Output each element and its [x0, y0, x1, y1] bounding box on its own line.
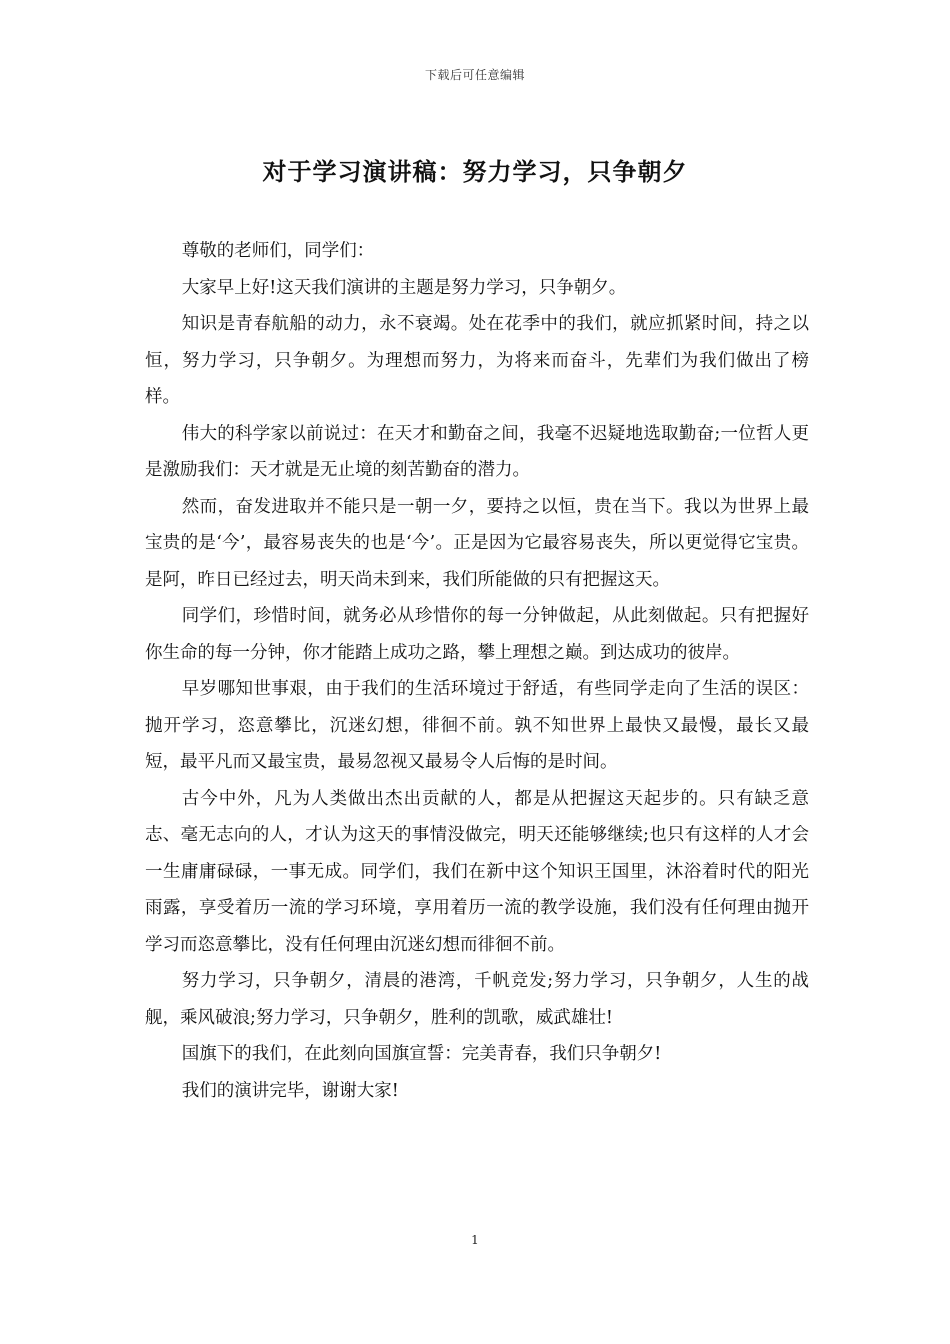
document-body [145, 233, 809, 1109]
paragraph: 早岁哪知世事艰，由于我们的生活环境过于舒适，有些同学走向了生活的误区：抛开学习，恣意攀比，沉迷幻想，徘徊不前。孰不知世界上最快又最慢，最长又最短，最平凡而又最宝贵，最易忽视又最易令人后悔的是时间。 [145, 679, 809, 772]
paragraph-closing: 我们的演讲完毕，谢谢大家! [181, 1080, 399, 1101]
paragraph: 国旗下的我们，在此刻向国旗宣誓：完美青春，我们只争朝夕! [181, 1044, 662, 1064]
paragraph: 努力学习，只争朝夕，清晨的港湾，千帆竞发;努力学习，只争朝夕，人生的战舰，乘风破浪;努力学习，只争朝夕，胜利的凯歌，威武雄壮! [145, 971, 809, 1028]
paragraph: 古今中外，凡为人类做出杰出贡献的人，都是从把握这天起步的。只有缺乏意志、毫无志向的人，才认为这天的事情没做完，明天还能够继续;也只有这样的人才会一生庸庸碌碌，一事无成。同学们，我们在新中这个知识王国里，沐浴着时代的阳光雨露，享受着历一流的学习环境，享用着历一流的教学设施，我们没有任何理由抛开学习而恣意攀比，没有任何理由沉迷幻想而徘徊不前。 [145, 788, 809, 955]
paragraph-greeting: 尊敬的老师们，同学们： [181, 241, 375, 261]
paragraph: 知识是青春航船的动力，永不衰竭。处在花季中的我们，就应抓紧时间，持之以恒，努力学习，只争朝夕。为理想而努力，为将来而奋斗，先辈们为我们做出了榜样。 [145, 314, 809, 407]
paragraph: 伟大的科学家以前说过：在天才和勤奋之间，我毫不迟疑地选取勤奋;一位哲人更是激励我们：天才就是无止境的刻苦勤奋的潜力。 [145, 423, 809, 480]
paragraph-opening: 大家早上好!这天我们演讲的主题是努力学习，只争朝夕。 [181, 277, 627, 298]
paragraph: 然而，奋发进取并不能只是一朝一夕，要持之以恒，贵在当下。我以为世界上最宝贵的是‘今’，最容易丧失的也是‘今’。正是因为它最容易丧失，所以更觉得它宝贵。是阿，昨日已经过去，明天尚未到来，我们所能做的只有把握这天。 [145, 496, 809, 590]
page-number: 1 [471, 1233, 479, 1247]
document-title: 对于学习演讲稿：努力学习，只争朝夕 [262, 158, 688, 186]
paragraph: 同学们，珍惜时间，就务必从珍惜你的每一分钟做起，从此刻做起。只有把握好你生命的每一分钟，你才能踏上成功之路，攀上理想之巅。到达成功的彼岸。 [145, 606, 809, 663]
header-note: 下载后可任意编辑 [424, 68, 525, 82]
